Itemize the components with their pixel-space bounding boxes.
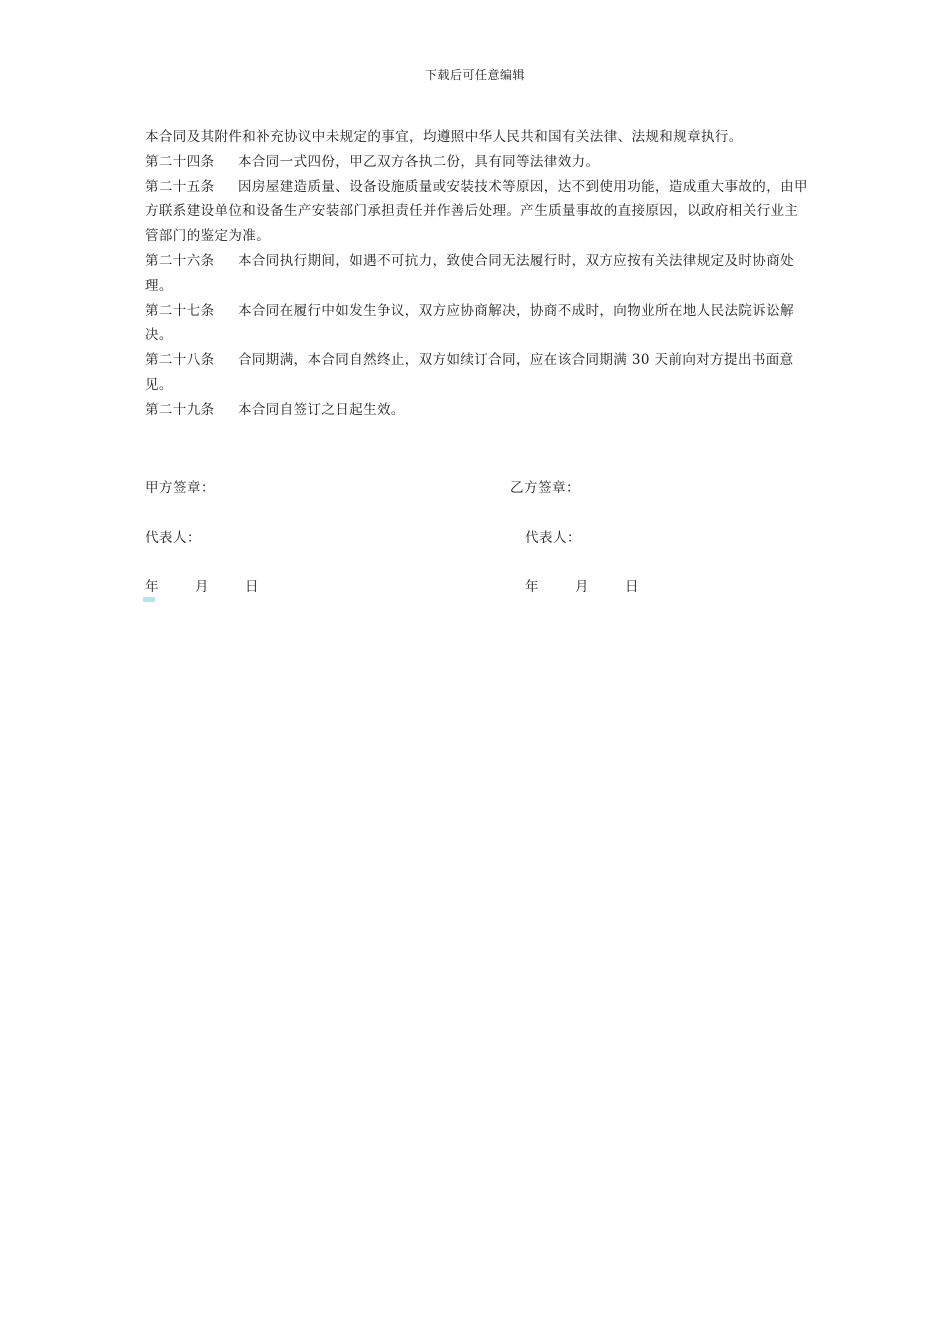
text-cursor-highlight (143, 597, 155, 602)
header-note: 下载后可任意编辑 (424, 68, 525, 82)
clause-26 (145, 249, 810, 299)
party-b-rep-label: 代表人： (525, 530, 581, 546)
clause-number: 第二十四条 (145, 153, 215, 170)
month-label: 月 (195, 579, 209, 595)
paragraph-intro (145, 125, 810, 150)
clause-text: 本合同自签订之日起生效。 (238, 401, 405, 418)
month-label: 月 (575, 579, 589, 595)
year-label: 年 (145, 579, 159, 595)
contract-body (145, 125, 810, 423)
day-label: 日 (245, 579, 259, 595)
clause-number: 第二十八条 (145, 352, 215, 369)
clause-number: 第二十七条 (145, 302, 215, 319)
clause-29 (145, 398, 810, 423)
clause-27 (145, 299, 810, 349)
party-a-seal-label: 甲方签章： (145, 480, 215, 496)
clause-text: 本合同执行期间，如遇不可抗力，致使合同无法履行时，双方应按有关法律规定及时协商处理。 (145, 252, 794, 294)
day-label: 日 (625, 579, 639, 595)
clause-25 (145, 175, 810, 249)
clause-text: 合同期满，本合同自然终止，双方如续订合同，应在该合同期满 30 天前向对方提出书面意见。 (145, 352, 794, 393)
clause-number: 第二十六条 (145, 252, 215, 269)
party-b-seal-label: 乙方签章： (510, 480, 580, 496)
party-a-date (145, 575, 259, 595)
party-b-date (525, 575, 639, 595)
clause-number: 第二十五条 (145, 178, 215, 195)
clause-24 (145, 150, 810, 175)
paragraph-text: 本合同及其附件和补充协议中未规定的事宜，均遵照中华人民共和国有关法律、法规和规章执行。 (145, 129, 743, 145)
clause-number: 第二十九条 (145, 401, 215, 418)
clause-text: 本合同一式四份，甲乙双方各执二份，具有同等法律效力。 (238, 153, 600, 170)
clause-28 (145, 348, 810, 398)
clause-text: 本合同在履行中如发生争议，双方应协商解决，协商不成时，向物业所在地人民法院诉讼解决。 (145, 302, 794, 344)
year-label: 年 (525, 579, 539, 595)
clause-text: 因房屋建造质量、设备设施质量或安装技术等原因，达不到使用功能，造成重大事故的，由甲方联系建设单位和设备生产安装部门承担责任并作善后处理。产生质量事故的直接原因，以政府相关行业主管部门的鉴定为准。 (145, 178, 808, 245)
party-a-rep-label: 代表人： (145, 530, 201, 546)
